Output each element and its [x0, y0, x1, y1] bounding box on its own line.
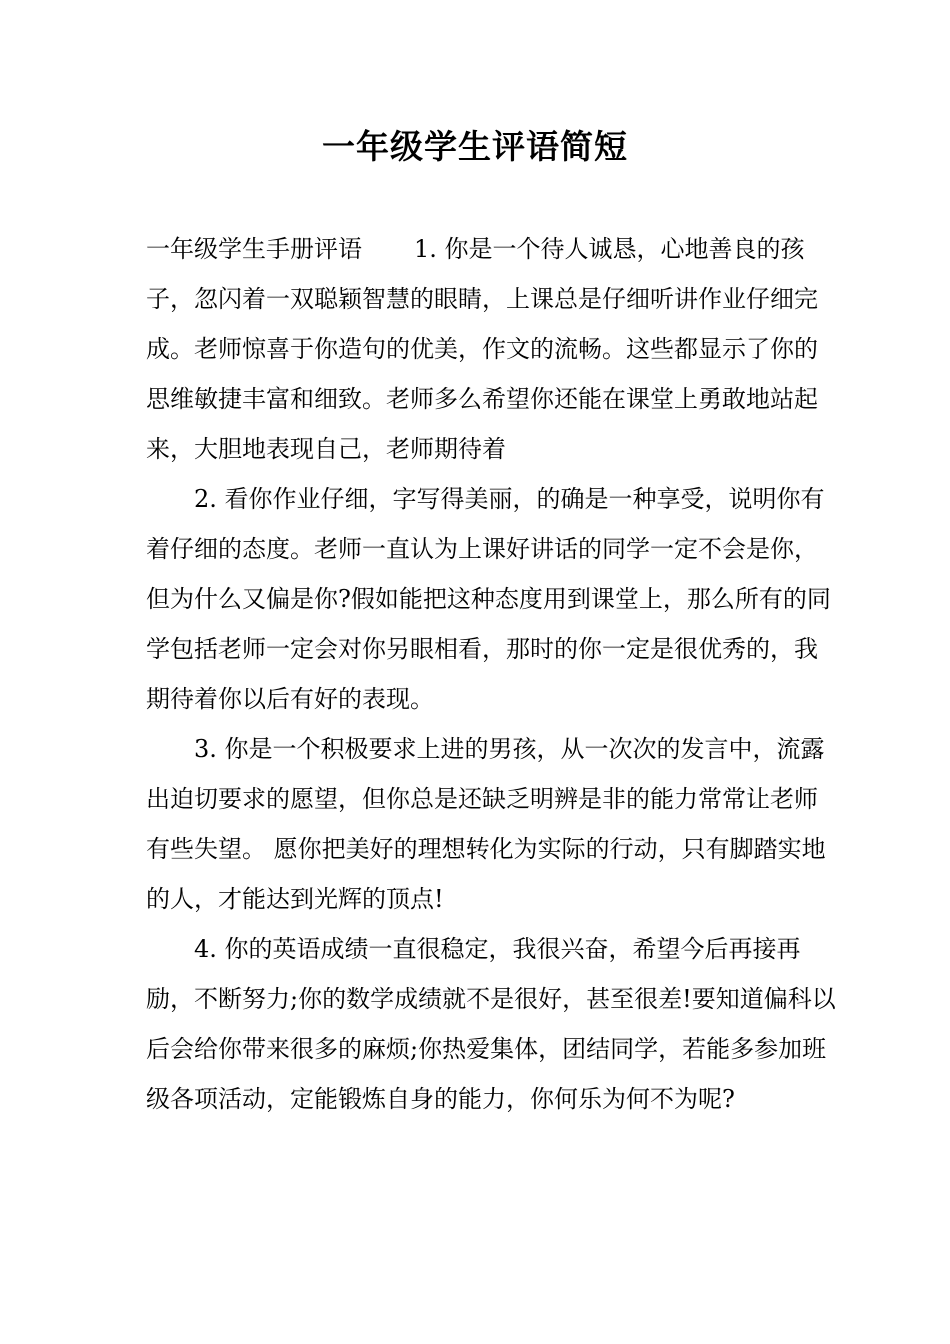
- paragraph-4: 4. 你的英语成绩一直很稳定，我很兴奋，希望今后再接再励，不断努力;你的数学成绩就不是很好，甚至很差!要知道偏科以后会给你带来很多的麻烦;你热爱集体，团结同学，若能多参加班级各项活动，定能锻炼自身的能力，你何乐为何不为呢?: [146, 935, 836, 1113]
- paragraph-1: [146, 224, 836, 474]
- paragraph-2: 2. 看你作业仔细，字写得美丽，的确是一种享受，说明你有着仔细的态度。老师一直认为上课好讲话的同学一定不会是你，但为什么又偏是你?假如能把这种态度用到课堂上，那么所有的同学包括老师一定会对你另眼相看，那时的你一定是很优秀的，我期待着你以后有好的表现。: [146, 485, 831, 713]
- paragraph-3: 3. 你是一个积极要求上进的男孩，从一次次的发言中，流露出迫切要求的愿望，但你总是还缺乏明辨是非的能力常常让老师有些失望。 愿你把美好的理想转化为实际的行动，只有脚踏实地的人，才能达到光辉的顶点!: [146, 735, 826, 913]
- paragraph-1-text: 1. 你是一个待人诚恳，心地善良的孩子，忽闪着一双聪颖智慧的眼睛，上课总是仔细听讲作业仔细完成。老师惊喜于你造句的优美，作文的流畅。这些都显示了你的思维敏捷丰富和细致。老师多么希望你还能在课堂上勇敢地站起来，大胆地表现自己，老师期待着: [146, 235, 818, 463]
- document-title: 一年级学生评语简短: [322, 127, 628, 166]
- document-body: [146, 224, 836, 1124]
- paragraph-1-lead: 一年级学生手册评语: [146, 235, 362, 263]
